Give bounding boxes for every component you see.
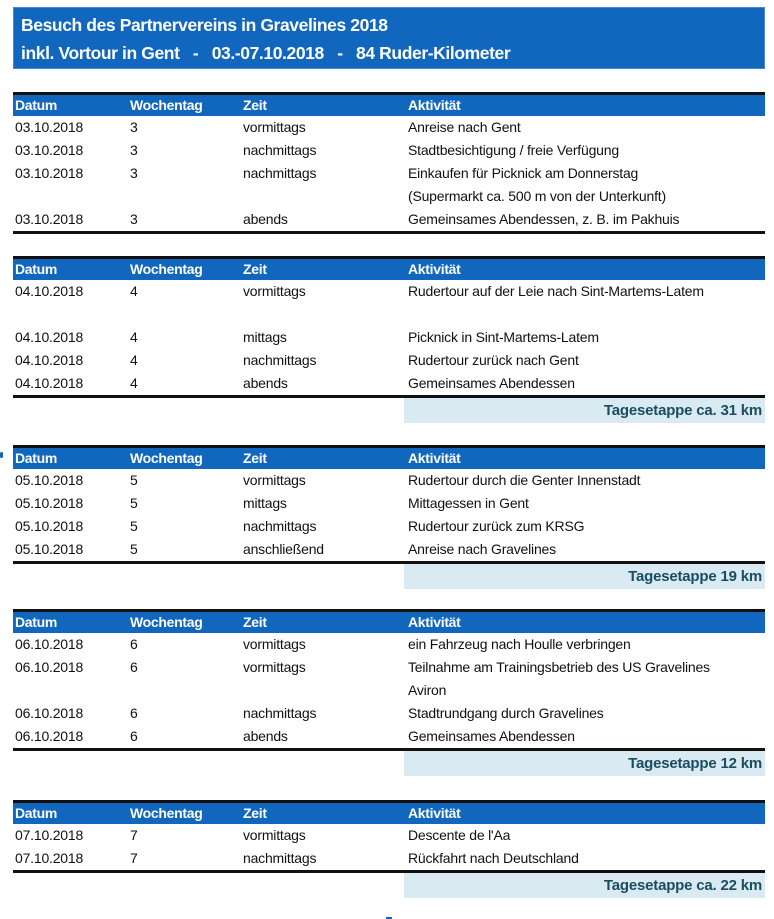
header-aktivitaet: Aktivität [408, 614, 461, 630]
cell-wochentag: 7 [130, 850, 138, 866]
cell-datum: 06.10.2018 [15, 636, 84, 652]
cell-aktivitaet [408, 492, 529, 515]
cell-datum: 05.10.2018 [15, 495, 84, 511]
table-header [13, 448, 765, 469]
cell-wochentag: 5 [130, 541, 138, 557]
header-datum: Datum [15, 805, 58, 821]
cell-aktivitaet [408, 349, 579, 372]
table-row [13, 656, 765, 702]
table-row [13, 326, 765, 349]
cell-wochentag: 3 [130, 165, 138, 181]
header-aktivitaet: Aktivität [408, 97, 461, 113]
cell-zeit: vormittags [243, 636, 306, 652]
cell-datum: 03.10.2018 [15, 165, 84, 181]
daily-distance-summary: Tagesetappe ca. 31 km [404, 398, 765, 423]
table-row [13, 208, 765, 231]
header-wochentag: Wochentag [130, 614, 203, 630]
aktivitaet-line: Aviron [408, 682, 447, 698]
margin-marker [0, 452, 3, 458]
aktivitaet-line: Einkaufen für Picknick am Donnerstag [408, 165, 639, 181]
table-header [13, 259, 765, 280]
table-bottom-border [13, 231, 765, 234]
table-row [13, 469, 765, 492]
header-wochentag: Wochentag [130, 261, 203, 277]
cell-aktivitaet [408, 538, 556, 561]
cell-zeit: nachmittags [243, 705, 317, 721]
cell-aktivitaet [408, 633, 631, 656]
day-table [13, 800, 765, 898]
cell-zeit: vormittags [243, 472, 306, 488]
cell-aktivitaet [408, 280, 704, 326]
cell-aktivitaet [408, 824, 510, 847]
header-datum: Datum [15, 614, 58, 630]
cell-aktivitaet [408, 162, 666, 208]
aktivitaet-line: Rudertour durch die Genter Innenstadt [408, 472, 641, 488]
table-row [13, 702, 765, 725]
header-datum: Datum [15, 97, 58, 113]
cell-wochentag: 3 [130, 119, 138, 135]
cell-wochentag: 4 [130, 329, 138, 345]
cell-zeit: abends [243, 728, 288, 744]
cell-wochentag: 3 [130, 142, 138, 158]
cell-zeit: nachmittags [243, 165, 317, 181]
cell-datum: 03.10.2018 [15, 142, 84, 158]
aktivitaet-line: Mittagessen in Gent [408, 495, 529, 511]
header-wochentag: Wochentag [130, 805, 203, 821]
cell-zeit: nachmittags [243, 352, 317, 368]
table-row [13, 372, 765, 395]
cell-zeit: mittags [243, 329, 287, 345]
title-banner [13, 7, 765, 69]
cell-aktivitaet [408, 469, 640, 492]
table-row [13, 349, 765, 372]
aktivitaet-line: Anreise nach Gravelines [408, 541, 556, 557]
cell-aktivitaet [408, 725, 575, 748]
cell-wochentag: 6 [130, 636, 138, 652]
day-table [13, 92, 765, 234]
aktivitaet-line [408, 303, 704, 326]
cell-zeit: mittags [243, 495, 287, 511]
cell-wochentag: 5 [130, 472, 138, 488]
title-line-2: inkl. Vortour in Gent - 03.-07.10.2018 - 84 Ruder-Kilometer [21, 43, 511, 63]
table-row [13, 492, 765, 515]
aktivitaet-line: Rudertour zurück nach Gent [408, 352, 579, 368]
cell-wochentag: 5 [130, 518, 138, 534]
cell-wochentag: 3 [130, 211, 138, 227]
day-table [13, 445, 765, 589]
cell-datum: 03.10.2018 [15, 211, 84, 227]
cell-aktivitaet [408, 116, 521, 139]
aktivitaet-line: Descente de l'Aa [408, 827, 511, 843]
cell-datum: 03.10.2018 [15, 119, 84, 135]
header-datum: Datum [15, 450, 58, 466]
table-row [13, 824, 765, 847]
table-row [13, 280, 765, 326]
cell-aktivitaet [408, 515, 584, 538]
header-zeit: Zeit [243, 805, 267, 821]
daily-distance-summary: Tagesetappe 12 km [404, 751, 765, 776]
cell-zeit: vormittags [243, 119, 306, 135]
cell-aktivitaet [408, 702, 604, 725]
aktivitaet-line: Rudertour auf der Leie nach Sint-Martems-Latem [408, 283, 704, 299]
cell-aktivitaet [408, 139, 619, 162]
header-zeit: Zeit [243, 97, 267, 113]
table-header [13, 803, 765, 824]
cell-zeit: vormittags [243, 659, 306, 675]
cell-wochentag: 7 [130, 827, 138, 843]
header-zeit: Zeit [243, 614, 267, 630]
cell-wochentag: 4 [130, 375, 138, 391]
cell-aktivitaet [408, 656, 710, 702]
aktivitaet-line: Anreise nach Gent [408, 119, 521, 135]
cell-wochentag: 4 [130, 352, 138, 368]
daily-distance-summary: Tagesetappe ca. 22 km [404, 873, 765, 898]
aktivitaet-line: Stadtrundgang durch Gravelines [408, 705, 604, 721]
header-datum: Datum [15, 261, 58, 277]
cell-datum: 04.10.2018 [15, 283, 84, 299]
day-table [13, 609, 765, 776]
daily-distance-summary: Tagesetappe 19 km [404, 564, 765, 589]
header-aktivitaet: Aktivität [408, 805, 461, 821]
cell-zeit: nachmittags [243, 518, 317, 534]
cell-wochentag: 4 [130, 283, 138, 299]
cell-wochentag: 5 [130, 495, 138, 511]
cell-zeit: abends [243, 211, 288, 227]
aktivitaet-line: Stadtbesichtigung / freie Verfügung [408, 142, 619, 158]
aktivitaet-line: Gemeinsames Abendessen [408, 728, 575, 744]
day-table [13, 256, 765, 423]
cell-datum: 05.10.2018 [15, 518, 84, 534]
header-aktivitaet: Aktivität [408, 261, 461, 277]
aktivitaet-line: Picknick in Sint-Martems-Latem [408, 329, 599, 345]
aktivitaet-line: Gemeinsames Abendessen [408, 375, 575, 391]
cell-wochentag: 6 [130, 659, 138, 675]
aktivitaet-line: ein Fahrzeug nach Houlle verbringen [408, 636, 631, 652]
cell-zeit: vormittags [243, 827, 306, 843]
header-wochentag: Wochentag [130, 450, 203, 466]
header-zeit: Zeit [243, 450, 267, 466]
cell-datum: 07.10.2018 [15, 850, 84, 866]
aktivitaet-line: Teilnahme am Trainingsbetrieb des US Gravelines [408, 659, 710, 675]
table-row [13, 538, 765, 561]
header-aktivitaet: Aktivität [408, 450, 461, 466]
title-line-1: Besuch des Partnervereins in Gravelines 2018 [21, 15, 388, 35]
cell-zeit: vormittags [243, 283, 306, 299]
table-row [13, 162, 765, 208]
table-row [13, 139, 765, 162]
table-row [13, 725, 765, 748]
aktivitaet-line: Gemeinsames Abendessen, z. B. im Pakhuis [408, 211, 680, 227]
cell-wochentag: 6 [130, 728, 138, 744]
table-header [13, 612, 765, 633]
aktivitaet-line: Rückfahrt nach Deutschland [408, 850, 579, 866]
header-wochentag: Wochentag [130, 97, 203, 113]
table-header [13, 95, 765, 116]
cell-aktivitaet [408, 208, 679, 231]
cell-datum: 04.10.2018 [15, 375, 84, 391]
cell-zeit: nachmittags [243, 142, 317, 158]
aktivitaet-line: Rudertour zurück zum KRSG [408, 518, 585, 534]
cell-zeit: abends [243, 375, 288, 391]
cell-datum: 06.10.2018 [15, 705, 84, 721]
table-row [13, 116, 765, 139]
cell-datum: 04.10.2018 [15, 329, 84, 345]
cell-datum: 05.10.2018 [15, 541, 84, 557]
cell-datum: 07.10.2018 [15, 827, 84, 843]
table-row [13, 515, 765, 538]
header-zeit: Zeit [243, 261, 267, 277]
cell-aktivitaet [408, 372, 575, 395]
cell-aktivitaet [408, 847, 579, 870]
table-row [13, 847, 765, 870]
cell-zeit: anschließend [243, 541, 324, 557]
table-row [13, 633, 765, 656]
cell-datum: 05.10.2018 [15, 472, 84, 488]
cell-datum: 06.10.2018 [15, 728, 84, 744]
cell-datum: 04.10.2018 [15, 352, 84, 368]
cell-aktivitaet [408, 326, 599, 349]
cell-datum: 06.10.2018 [15, 659, 84, 675]
cell-zeit: nachmittags [243, 850, 317, 866]
aktivitaet-line: (Supermarkt ca. 500 m von der Unterkunft) [408, 188, 666, 204]
cell-wochentag: 6 [130, 705, 138, 721]
